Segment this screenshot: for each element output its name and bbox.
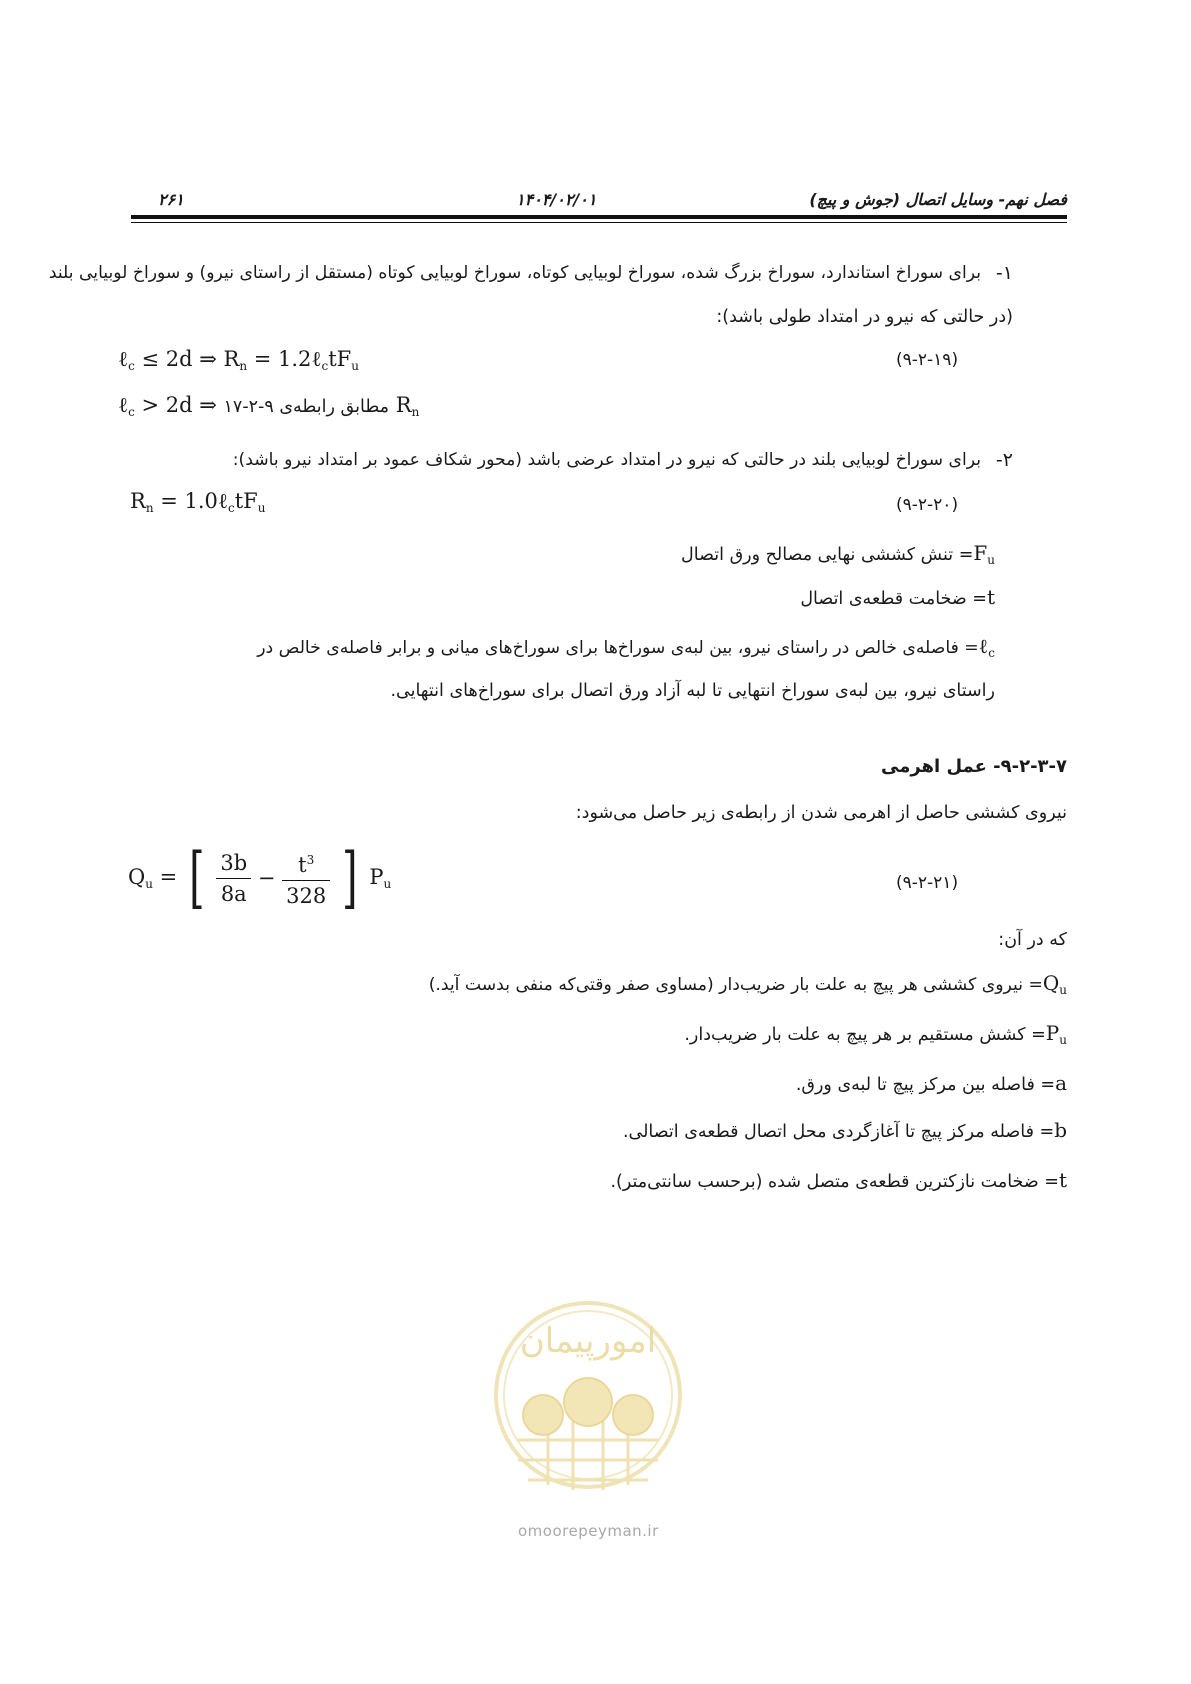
fraction-t3-328: $\frac{t^3}{328}$ bbox=[282, 845, 330, 911]
equation-20: $R_n$ = $1.0\ell_ctF_u$ bbox=[130, 489, 266, 515]
item1-line1: برای سوراخ استاندارد، سوراخ بزرگ شده، سوراخ لوبیایی کوتاه، سوراخ لوبیایی کوتاه (مستقل از راستای نیرو) و سوراخ لوبیایی بلند bbox=[48, 263, 981, 283]
definition-lc-line2: راستای نیرو، بین لبه‌ی سوراخ انتهایی تا لبه آزاد ورق اتصال برای سوراخ‌های انتهایی. bbox=[390, 681, 995, 701]
definition-qu: $Q_u=$ نیروی کششی هر پیچ به علت بار ضریب‌دار (مساوی صفر وقتی‌که منفی بدست آید.) bbox=[428, 971, 1067, 997]
header-date: ۱۴۰۴/۰۲/۰۱ bbox=[516, 190, 597, 209]
watermark-logo-text: امورپیمان bbox=[519, 1321, 657, 1361]
left-bracket: [ bbox=[189, 839, 205, 916]
definition-a: a= فاصله بین مرکز پیچ تا لبه‌ی ورق. bbox=[795, 1071, 1067, 1095]
equation-19: ℓ$_c$ ≤ 2d ⇒ $R_n$ = $1.2\ell_ctF_u$ bbox=[118, 347, 359, 373]
equation-19-number: (۹-۲-۱۹) bbox=[896, 350, 959, 370]
item2-marker: ۲- bbox=[995, 449, 1013, 471]
item2-line1: برای سوراخ لوبیایی بلند در حالتی که نیرو در امتداد عرضی باشد (محور شکاف عمود بر امتداد نیرو باشد): bbox=[232, 450, 981, 470]
definition-lc-line1: ℓ$_c$= فاصله‌ی خالص در راستای نیرو، بین لبه‌ی سوراخ‌ها برای سوراخ‌های میانی و برابر فاصله‌ی خالص در bbox=[257, 634, 995, 660]
definition-t: t= ضخامت قطعه‌ی اتصال bbox=[800, 585, 995, 609]
item1-marker: ۱- bbox=[995, 262, 1013, 284]
where-label: که در آن: bbox=[998, 930, 1067, 950]
fraction-3b-8a: $\frac{3b}{8a}$ bbox=[216, 848, 251, 909]
chapter-title: فصل نهم- وسایل اتصال (جوش و پیچ) bbox=[809, 190, 1067, 209]
equation-19b: ℓ$_c$ > 2d ⇒ مطابق رابطه‌ی ۹-۲-۱۷ $R_n$ bbox=[118, 393, 420, 419]
section-heading: ۹-۲-۳-۷- عمل اهرمی bbox=[881, 756, 1067, 777]
equation-21-number: (۹-۲-۲۱) bbox=[896, 873, 959, 893]
item1-line2: (در حالتی که نیرو در امتداد طولی باشد): bbox=[716, 307, 1013, 327]
page-number: ۲۶۱ bbox=[158, 190, 184, 209]
watermark-url: omoorepeyman.ir bbox=[518, 1522, 659, 1540]
definition-pu: $P_u=$ کشش مستقیم بر هر پیچ به علت بار ضریب‌دار. bbox=[684, 1021, 1067, 1047]
section-intro: نیروی کششی حاصل از اهرمی شدن از رابطه‌ی زیر حاصل می‌شود: bbox=[575, 803, 1067, 823]
definition-t2: t= ضخامت نازکترین قطعه‌ی متصل شده (برحسب سانتی‌متر). bbox=[610, 1168, 1067, 1192]
equation-21: $Q_u$ = [ $\frac{3b}{8a}$ − $\frac{t^3}{328}$ ] $P_u$ bbox=[128, 839, 392, 916]
header-rule-thin bbox=[131, 222, 1067, 223]
equation-20-number: (۹-۲-۲۰) bbox=[896, 495, 959, 515]
definition-b: b= فاصله مرکز پیچ تا آغازگردی محل اتصال قطعه‌ی اتصالی. bbox=[622, 1118, 1067, 1142]
header-rule-thick bbox=[131, 215, 1067, 219]
watermark-logo bbox=[488, 1290, 688, 1510]
right-bracket: ] bbox=[342, 839, 358, 916]
definition-fu: $F_u=$ تنش کششی نهایی مصالح ورق اتصال bbox=[681, 541, 995, 567]
